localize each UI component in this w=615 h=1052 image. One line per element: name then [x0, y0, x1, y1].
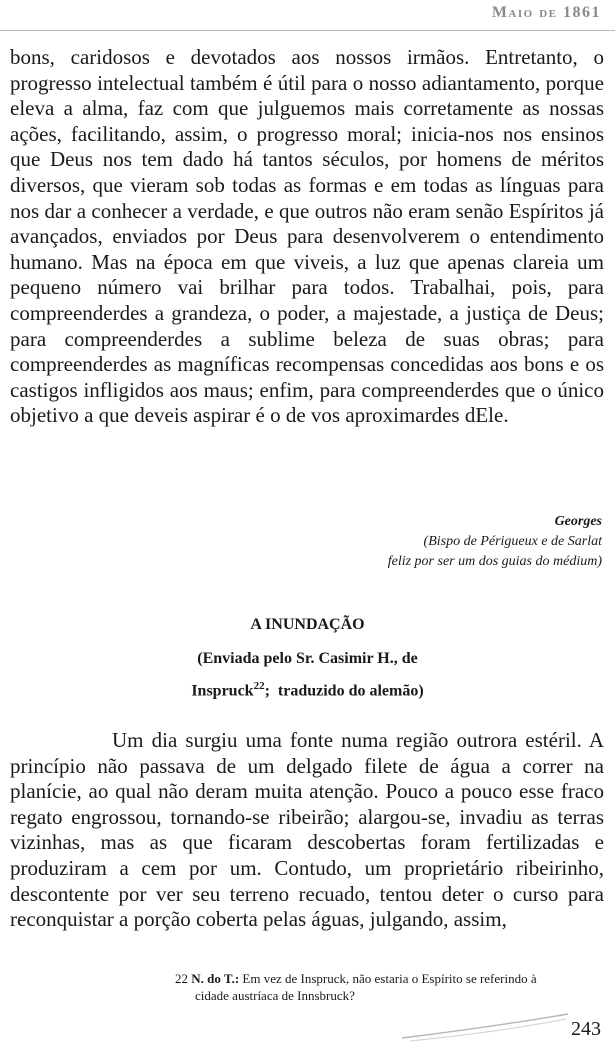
signature-block [202, 512, 602, 572]
footnote-text-line-1: Em vez de Inspruck, não estaria o Espírito se referindo à [242, 971, 537, 986]
signature-line-1: (Bispo de Périgueux e de Sarlat [423, 534, 602, 549]
header-divider [0, 30, 615, 31]
section-subtitle-line-1: (Enviada pelo Sr. Casimir H., de [197, 650, 418, 667]
footnote-label: N. do T.: [191, 971, 240, 986]
section-title: A INUNDAÇÃO [250, 616, 365, 633]
section-subtitle-line-2 [0, 680, 615, 700]
signature-name: Georges [554, 514, 602, 529]
subtitle-rest: ; traduzido do alemão) [264, 682, 424, 700]
page-number: 243 [571, 1018, 601, 1040]
footnote-number: 22 [175, 971, 188, 986]
subtitle-place: Inspruck [191, 682, 254, 700]
footnote-text-line-2: cidade austríaca de Innsbruck? [195, 988, 355, 1003]
signature-line-2: feliz por ser um dos guias do médium) [387, 554, 602, 569]
page-ornament [400, 1010, 570, 1044]
running-head: Maio de 1861 [491, 4, 601, 21]
footnote [175, 970, 605, 1004]
body-paragraph-2: Um dia surgiu uma fonte numa região outrora estéril. A princípio não passava de um delgado filete de água a correr na planície, ao qual não deram muita atenção. Pouco a pouco esse fraco regato engrossou, tornando-se ribeirão; alargou-se, invadiu as terras vizinhas, mas as que ficaram descobertas foram fertilizadas e produziram a cem por um. Contudo, um proprietário ribeirinho, descontente por ver seu terreno recuado, tentou deter o curso para reconquistar a porção coberta pelas águas, julgando, assim, [10, 728, 604, 932]
footnote-reference[interactable]: 22 [253, 680, 265, 692]
body-paragraph-1: bons, caridosos e devotados aos nossos irmãos. Entretanto, o progresso intelectual também é útil para o nosso adiantamento, porque eleva a alma, faz com que julguemos mais corretamente as nossas ações, facilitando, assim, o progresso moral; inicia-nos nos ensinos que Deus nos tem dado há tantos séculos, por homens de méritos diversos, que vieram sob todas as formas e em todas as línguas para nos dar a conhecer a verdade, e que outros não eram senão Espíritos já avançados, enviados por Deus para desenvolverem o entendimento humano. Mas na época em que viveis, a luz que apenas clareia um pequeno número vai brilhar para todos. Trabalhai, pois, para compreenderdes a grandeza, o poder, a majestade, a justiça de Deus; para compreenderdes a sublime beleza de suas obras; para compreenderdes as magníficas recompensas concedidas aos bons e os castigos infligidos aos maus; enfim, para compreenderdes que o único objetivo a que deveis aspirar é o de vos aproximardes dEle. [10, 45, 604, 428]
